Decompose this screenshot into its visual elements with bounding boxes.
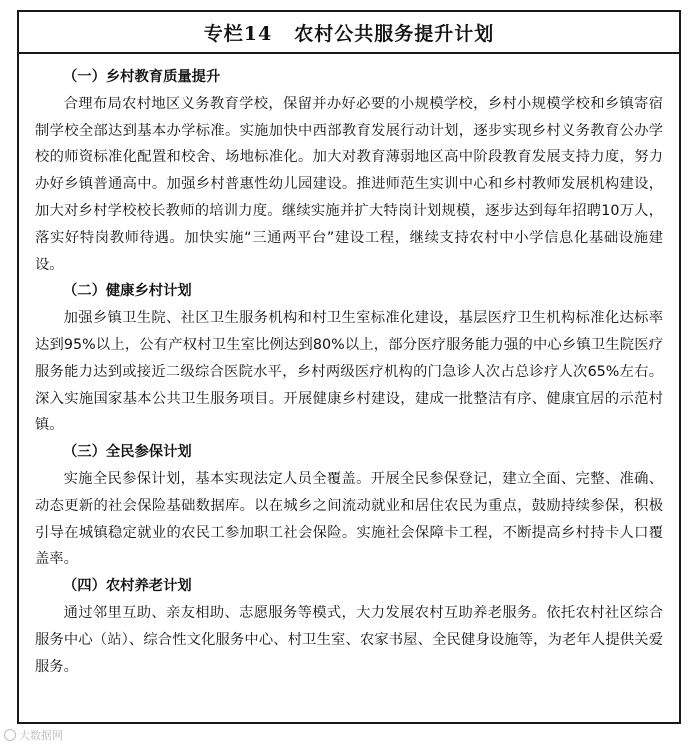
- section-body-insurance: 实施全民参保计划，基本实现法定人员全覆盖。开展全民参保登记，建立全面、完整、准确、动态更新的社会保险基础数据库。以在城乡之间流动就业和居住农民为重点，鼓励持续参保，积极引导在城镇稳定就业的农民工参加职工社会保险。实施社会保障卡工程，不断提高乡村持卡人口覆盖率。: [35, 470, 663, 568]
- column-content: [19, 54, 679, 680]
- column-box: [17, 10, 681, 724]
- watermark-logo-icon: [4, 729, 16, 741]
- section-heading-education: （一）乡村教育质量提升: [63, 69, 221, 85]
- section-heading-elderly-care: （四）农村养老计划: [63, 578, 192, 595]
- section-body-education: 合理布局农村地区义务教育学校，保留并办好必要的小规模学校，乡村小规模学校和乡镇寄宿制学校全部达到基本办学标准。实施加快中西部教育发展行动计划，逐步实现乡村义务教育公办学校的师资标准化配置和校舍、场地标准化。加大对教育薄弱地区高中阶段教育发展支持力度，努力办好乡镇普通高中。加强乡村普惠性幼儿园建设。推进师范生实训中心和乡村教师发展机构建设，加大对乡村学校校长教师的培训力度。继续实施并扩大特岗计划规模，逐步达到每年招聘10万人，落实好特岗教师待遇。加快实施“三通两平台”建设工程，继续支持农村中小学信息化基础设施建设。: [35, 95, 663, 273]
- section-body-health: 加强乡镇卫生院、社区卫生服务机构和村卫生室标准化建设，基层医疗卫生机构标准化达标率达到95%以上，公有产权村卫生室比例达到80%以上，部分医疗服务能力强的中心乡镇卫生院医疗服务能力达到或接近二级综合医院水平，乡村两级医疗机构的门急诊人次占总诊疗人次65%左右。深入实施国家基本公共卫生服务项目。开展健康乡村建设，建成一批整洁有序、健康宜居的示范村镇。: [35, 310, 663, 434]
- column-title: [19, 12, 679, 54]
- section-heading-insurance: （三）全民参保计划: [63, 444, 192, 461]
- column-title-text: 农村公共服务提升计划: [294, 22, 495, 45]
- column-title-label: 专栏14: [203, 22, 273, 45]
- watermark-text: 大数据网: [19, 729, 63, 742]
- watermark: [4, 727, 63, 743]
- section-heading-health: （二）健康乡村计划: [63, 283, 192, 300]
- section-body-elderly-care: 通过邻里互助、亲友相助、志愿服务等模式，大力发展农村互助养老服务。依托农村社区综合服务中心（站）、综合性文化服务中心、村卫生室、农家书屋、全民健身设施等，为老年人提供关爱服务。: [35, 604, 663, 675]
